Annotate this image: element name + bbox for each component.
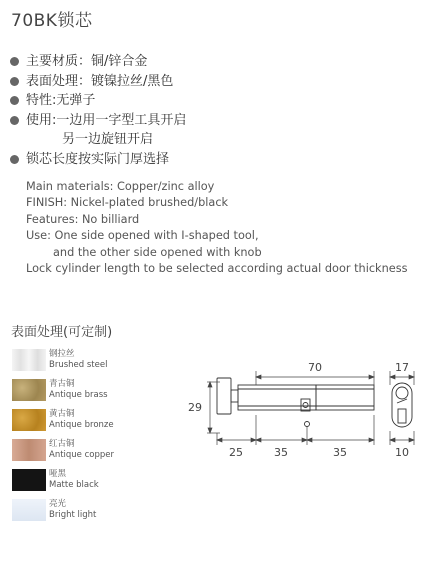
finish-name-en: Antique bronze [49,420,114,430]
feature-en-line: and the other side opened with knob [53,245,262,259]
bullet-dot-icon [10,155,19,164]
finish-name-zh: 亮光 [49,499,67,509]
dim-label-height: 29 [188,401,202,414]
cylinder-end-view [392,383,412,427]
bullet-dot-icon [10,116,19,125]
product-title: 70BK锁芯 [11,11,93,31]
feature-en-line: Use: One side opened with I-shaped tool, [26,229,259,243]
feature-en-line: FINISH: Nickel-plated brushed/black [26,196,229,210]
feature-zh-item: 主要材质：铜/锌合金 [10,52,186,72]
finish-name-en: Antique copper [49,450,114,460]
finish-name-en: Brushed steel [49,360,108,370]
bullet-dot-icon [10,96,19,105]
feature-en-line: Features: No billiard [26,212,140,226]
feature-zh-item: 使用:一边用一字型工具开启 [10,111,186,131]
finish-swatch-row [12,469,152,499]
feature-zh-continuation: 另一边旋钮开启 [62,132,154,147]
dimension-drawing [180,355,430,470]
finish-swatch-row [12,349,152,379]
finish-swatch-row [12,379,152,409]
finish-name-en: Bright light [49,510,97,520]
finish-color-swatch [12,379,46,401]
dim-label-right-half: 35 [333,446,347,459]
feature-zh-item: 表面处理：镀镍拉丝/黑色 [10,72,186,92]
finish-name-zh: 黄古铜 [49,409,75,419]
finish-swatch-row [12,409,152,439]
finish-color-swatch [12,409,46,431]
finish-color-swatch [12,469,46,491]
feature-zh-item: 锁芯长度按实际门厚选择 [10,150,186,170]
finish-swatch-row [12,439,152,469]
bullet-dot-icon [10,57,19,66]
finish-color-swatch [12,439,46,461]
dim-label-end-width: 17 [395,361,409,374]
features-zh-list [10,52,186,169]
finish-name-zh: 钢拉丝 [49,349,75,359]
dim-label-left-half: 35 [274,446,288,459]
finish-color-swatch [12,499,46,521]
finish-name-zh: 红古铜 [49,439,75,449]
cylinder-side-view [217,378,374,427]
finish-name-zh: 哑黑 [49,469,67,479]
feature-en-line: Lock cylinder length to be selected according actual door thickness [26,262,408,276]
dim-label-total-length: 70 [308,361,322,374]
finish-color-swatch [12,349,46,371]
finish-swatch-row [12,499,152,529]
dim-label-knob-side: 25 [229,446,243,459]
bullet-dot-icon [10,77,19,86]
feature-zh-item: 特性:无弹子 [10,91,186,111]
feature-en-line: Main materials: Copper/zinc alloy [26,180,215,193]
dim-label-end-bottom: 10 [395,446,409,459]
finish-swatch-list [12,349,152,529]
finish-name-en: Antique brass [49,390,108,400]
finish-name-zh: 青古铜 [49,379,75,389]
finish-name-en: Matte black [49,480,99,490]
finish-section-title: 表面处理(可定制) [11,325,113,340]
features-en-list [26,179,407,277]
